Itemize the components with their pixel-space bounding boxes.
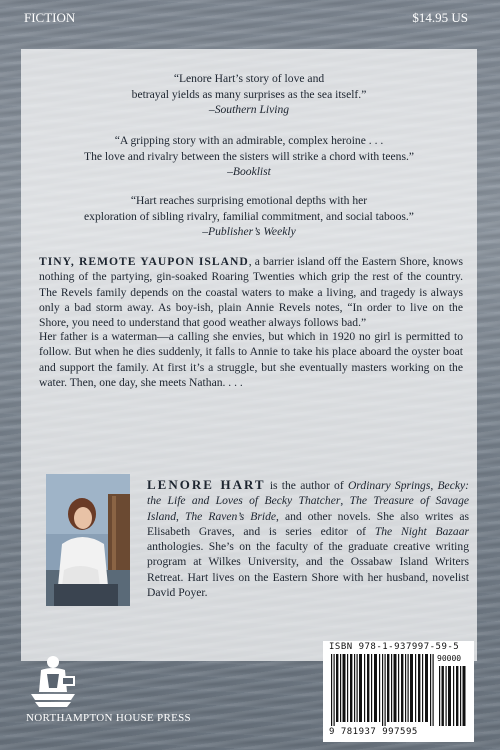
isbn-barcode bbox=[323, 641, 474, 742]
review-quote: “Lenore Hart’s story of love and betrayal yields as many surprises as the sea itself.” –Southern Living bbox=[21, 71, 477, 118]
book-title: The Treasure of Savage Island bbox=[147, 494, 470, 523]
barcode-bars bbox=[329, 654, 469, 726]
book-title: Ordinary Springs bbox=[347, 479, 431, 492]
publisher-name: NORTHAMPTON HOUSE PRESS bbox=[26, 712, 191, 724]
price-addon: 90000 bbox=[437, 654, 462, 663]
text-panel bbox=[21, 49, 477, 661]
book-title: The Raven’s Bride bbox=[184, 509, 277, 523]
quote-source: –Booklist bbox=[227, 165, 271, 178]
description-paragraph: TINY, REMOTE YAUPON ISLAND, a barrier island off the Eastern Shore, knows nothing of the partying, gin-soaked Roaring Twenties which grip the rest of the country. The Revels family depends on the coastal waters to make a living, and tragedy is always only a bad storm away. As boy-ish, plain Annie Revels notes, “In order to live on the Shore, you need to understand that good weather always follows bad.” bbox=[39, 255, 463, 330]
author-photo bbox=[46, 474, 130, 606]
review-quote: “Hart reaches surprising emotional depths with her exploration of sibling rivalry, familial commitment, and social taboos.” –Publisher’s Weekly bbox=[21, 193, 477, 240]
description-lead: TINY, REMOTE YAUPON ISLAND bbox=[39, 255, 249, 268]
book-title: The Night Bazaar bbox=[374, 524, 470, 538]
top-strip bbox=[0, 10, 500, 34]
genre-label: FICTION bbox=[24, 10, 76, 25]
quote-source: –Southern Living bbox=[208, 103, 290, 116]
author-name: LENORE HART bbox=[147, 477, 266, 492]
barcode-digits: 9 781937 997595 bbox=[329, 727, 418, 737]
description-paragraph: Her father is a waterman—a calling she envies, but which in 1920 no girl is permitted to follow. But when he dies suddenly, it falls to Annie to take his place aboard the oyster boat and support the family. At first it’s a struggle, but she eventually masters working on the water. Then, one day, she meets Nathan. . . . bbox=[39, 330, 463, 389]
quote-source: –Publisher’s Weekly bbox=[202, 225, 296, 238]
review-quote: “A gripping story with an admirable, complex heroine . . . The love and rivalry between the sisters will strike a chord with teens.” –Booklist bbox=[21, 133, 477, 180]
author-bio: LENORE HART is the author of Ordinary Springs, Becky: the Life and Loves of Becky Thatcher, The Treasure of Savage Island, The Raven’s Bride, and other novels. She also writes as Elisabeth Graves, and is series editor of The Night Bazaar anthologies. She’s on the faculty of the graduate creative writing program at Wilkes University, and the Ossabaw Island Writers Retreat. Hart lives on the Eastern Shore with her husband, novelist David Poyer. bbox=[147, 477, 470, 600]
book-title: Becky: the Life and Loves of Becky Thatcher bbox=[147, 479, 469, 508]
isbn-text: ISBN 978-1-937997-59-5 bbox=[329, 642, 460, 652]
publisher-logo bbox=[27, 652, 79, 708]
price-label: $14.95 US bbox=[412, 10, 468, 25]
